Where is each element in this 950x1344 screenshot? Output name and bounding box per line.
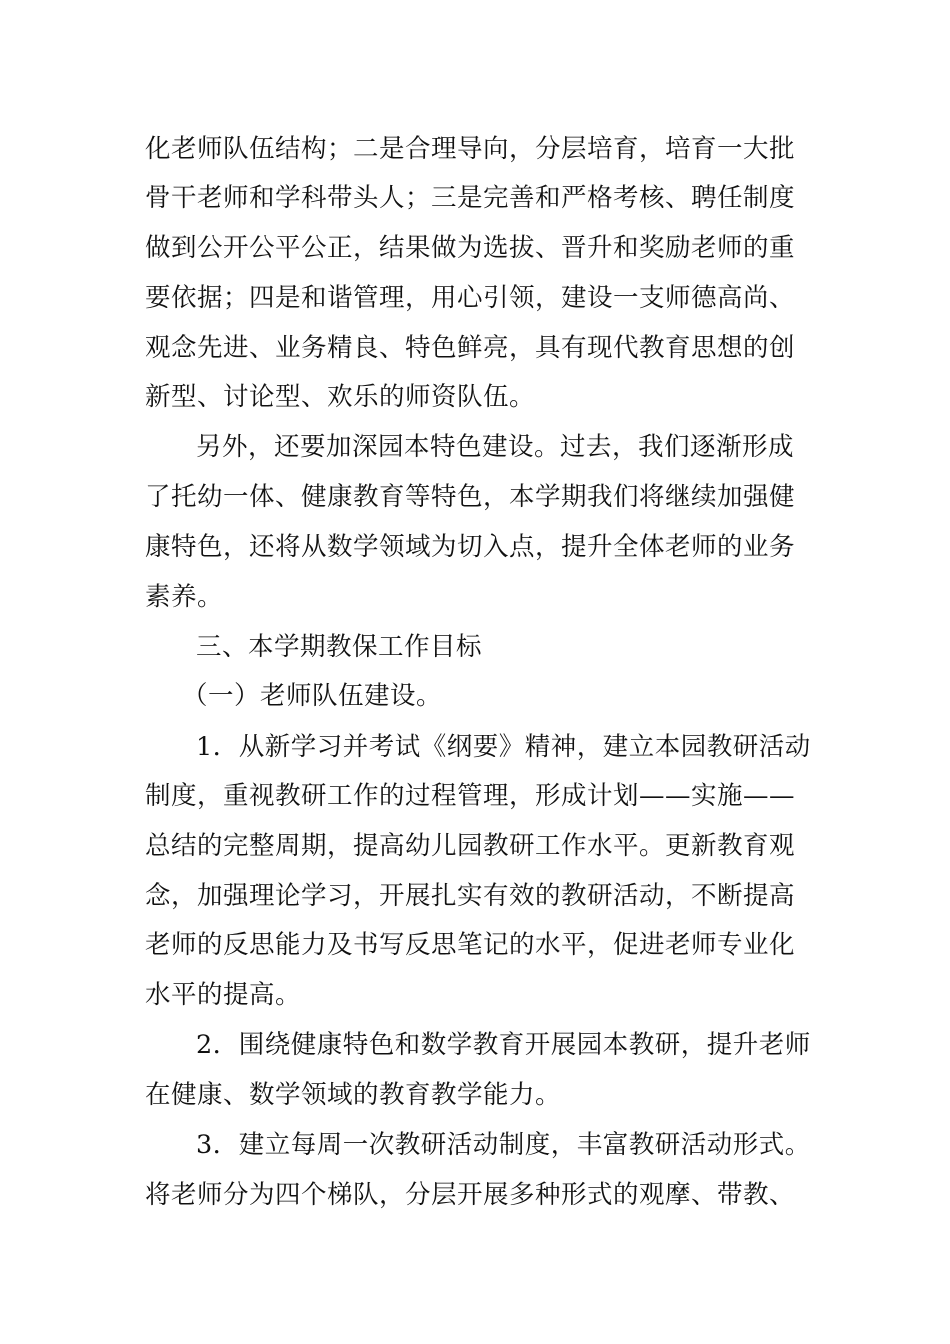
- text-line: 观念先进、业务精良、特色鲜亮，具有现代教育思想的创: [145, 333, 796, 363]
- list-item-first-line: 3．建立每周一次教研活动制度，丰富教研活动形式。: [196, 1130, 811, 1160]
- text-line: 制度，重视教研工作的过程管理，形成计划——实施——: [145, 781, 796, 811]
- text-line: 骨干老师和学科带头人；三是完善和严格考核、聘任制度: [145, 183, 796, 213]
- paragraph-first-line: 另外，还要加深园本特色建设。过去，我们逐渐形成: [196, 432, 795, 462]
- text-line: 康特色，还将从数学领域为切入点，提升全体老师的业务: [145, 532, 796, 562]
- list-item-first-line: 1．从新学习并考试《纲要》精神，建立本园教研活动: [196, 732, 811, 762]
- text-line: 要依据；四是和谐管理，用心引领，建设一支师德高尚、: [145, 283, 796, 313]
- text-line: 化老师队伍结构；二是合理导向，分层培育，培育一大批: [145, 134, 796, 164]
- text-line: 念，加强理论学习，开展扎实有效的教研活动，不断提高: [145, 881, 796, 911]
- text-line: 在健康、数学领域的教育教学能力。: [145, 1080, 562, 1110]
- text-line: 总结的完整周期，提高幼儿园教研工作水平。更新教育观: [145, 831, 796, 861]
- text-line: 将老师分为四个梯队，分层开展多种形式的观摩、带教、: [145, 1180, 796, 1210]
- text-line: 水平的提高。: [145, 980, 302, 1010]
- text-line: 素养。: [145, 582, 224, 612]
- subsection-heading: （一）老师队伍建设。: [182, 681, 443, 711]
- list-item-first-line: 2．围绕健康特色和数学教育开展园本教研，提升老师: [196, 1030, 811, 1060]
- text-line: 新型、讨论型、欢乐的师资队伍。: [145, 382, 536, 412]
- text-line: 老师的反思能力及书写反思笔记的水平，促进老师专业化: [145, 930, 796, 960]
- section-heading: 三、本学期教保工作目标: [196, 632, 483, 662]
- text-line: 了托幼一体、健康教育等特色，本学期我们将继续加强健: [145, 482, 796, 512]
- text-line: 做到公开公平公正，结果做为选拔、晋升和奖励老师的重: [145, 233, 796, 263]
